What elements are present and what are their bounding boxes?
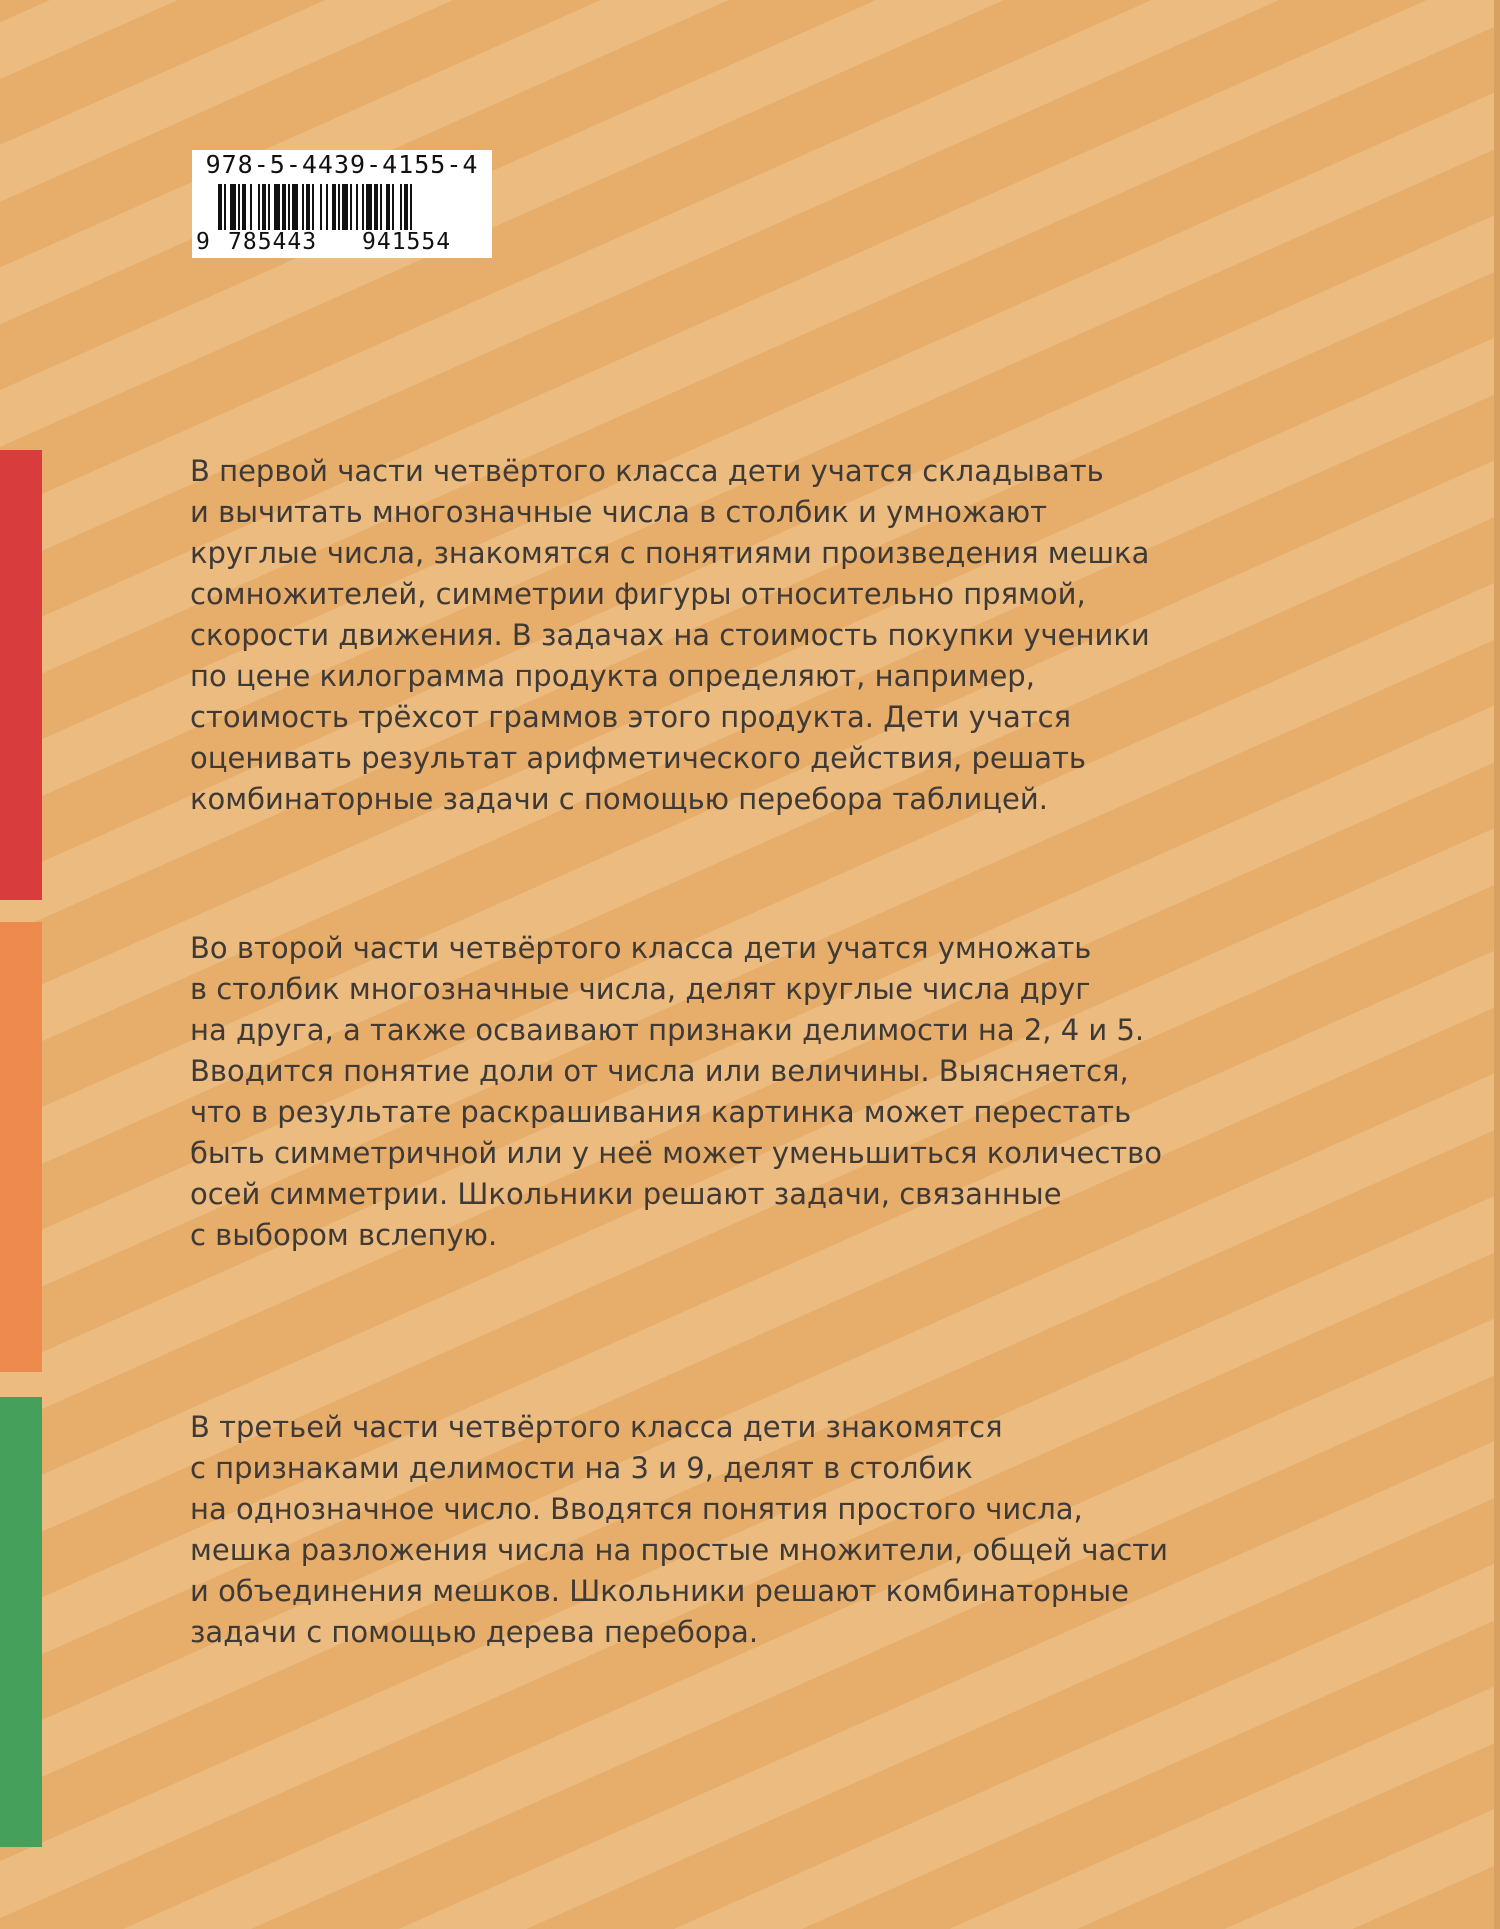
barcode-bar (410, 184, 412, 230)
barcode-bar (218, 184, 222, 230)
barcode-bar (292, 184, 298, 230)
paragraph-part-one (190, 451, 1270, 820)
barcode-bar (356, 184, 358, 230)
barcode-bar (366, 184, 372, 230)
green-side-strip (0, 1397, 42, 1847)
barcode-bar (230, 184, 236, 230)
page-edge (1494, 0, 1500, 1929)
barcode-bar (274, 184, 280, 230)
barcode-bar (258, 184, 260, 230)
barcode-digit-lead: 9 (196, 229, 210, 255)
paragraph-line: В первой части четвёртого класса дети учатся складывать (190, 454, 1104, 488)
barcode-bar (282, 184, 286, 230)
paragraph-line: осей симметрии. Школьники решают задачи, связанные (190, 1177, 1062, 1211)
barcode-bar (380, 184, 382, 230)
paragraph-line: с признаками делимости на 3 и 9, делят в столбик (190, 1451, 973, 1485)
barcode-digits-left: 785443 (228, 229, 318, 255)
barcode-bar (386, 184, 390, 230)
paragraph-line: Вводится понятие доли от числа или величины. Выясняется, (190, 1054, 1129, 1088)
paragraph-line: оценивать результат арифметического действия, решать (190, 741, 1087, 775)
barcode-bar (306, 184, 310, 230)
paragraph-line: и вычитать многозначные числа в столбик и умножают (190, 495, 1048, 529)
paragraph-line: стоимость трёхсот граммов этого продукта. Дети учатся (190, 700, 1072, 734)
paragraph-line: на однозначное число. Вводятся понятия простого числа, (190, 1492, 1083, 1526)
paragraph-part-two (190, 928, 1270, 1256)
barcode-bar (350, 184, 352, 230)
barcode-bar (238, 184, 240, 230)
barcode-bars (218, 184, 482, 230)
paragraph-line: по цене килограмма продукта определяют, например, (190, 659, 1035, 693)
barcode-bar (302, 184, 304, 230)
paragraph-line: В третьей части четвёртого класса дети знакомятся (190, 1410, 1003, 1444)
barcode-bar (404, 184, 408, 230)
barcode-bar (400, 184, 402, 230)
paragraph-line: мешка разложения числа на простые множители, общей части (190, 1533, 1168, 1567)
barcode-bar (392, 184, 394, 230)
barcode-bar (374, 184, 378, 230)
barcode-bar (362, 184, 364, 230)
barcode-bar (342, 184, 348, 230)
red-side-strip (0, 450, 42, 900)
paragraph-line: комбинаторные задачи с помощью перебора таблицей. (190, 782, 1048, 816)
paragraph-line: и объединения мешков. Школьники решают комбинаторные (190, 1574, 1129, 1608)
barcode-bar (312, 184, 314, 230)
paragraph-line: с выбором вслепую. (190, 1218, 498, 1252)
paragraph-line: в столбик многозначные числа, делят круглые числа друг (190, 972, 1091, 1006)
barcode-bar (224, 184, 226, 230)
barcode-bar (242, 184, 246, 230)
barcode-bar (320, 184, 322, 230)
barcode-bar (326, 184, 328, 230)
isbn-number: 978-5-4439-4155-4 (205, 150, 479, 179)
paragraph-line: быть симметричной или у неё может уменьшиться количество (190, 1136, 1163, 1170)
orange-side-strip (0, 922, 42, 1372)
barcode-bar (268, 184, 270, 230)
paragraph-line: на друга, а также осваивают признаки делимости на 2, 4 и 5. (190, 1013, 1145, 1047)
barcode-bar (262, 184, 266, 230)
barcode-bar (332, 184, 336, 230)
paragraph-line: что в результате раскрашивания картинка может перестать (190, 1095, 1132, 1129)
paragraph-line: сомножителей, симметрии фигуры относительно прямой, (190, 577, 1086, 611)
paragraph-part-three (190, 1407, 1270, 1653)
barcode-bar (288, 184, 290, 230)
paragraph-line: скорости движения. В задачах на стоимость покупки ученики (190, 618, 1150, 652)
paragraph-line: Во второй части четвёртого класса дети учатся умножать (190, 931, 1092, 965)
paragraph-line: круглые числа, знакомятся с понятиями произведения мешка (190, 536, 1150, 570)
isbn-barcode (192, 150, 492, 258)
barcode-bar (250, 184, 252, 230)
barcode-digits (192, 228, 492, 256)
barcode-bar (338, 184, 340, 230)
barcode-digits-right: 941554 (362, 229, 452, 255)
paragraph-line: задачи с помощью дерева перебора. (190, 1615, 759, 1649)
